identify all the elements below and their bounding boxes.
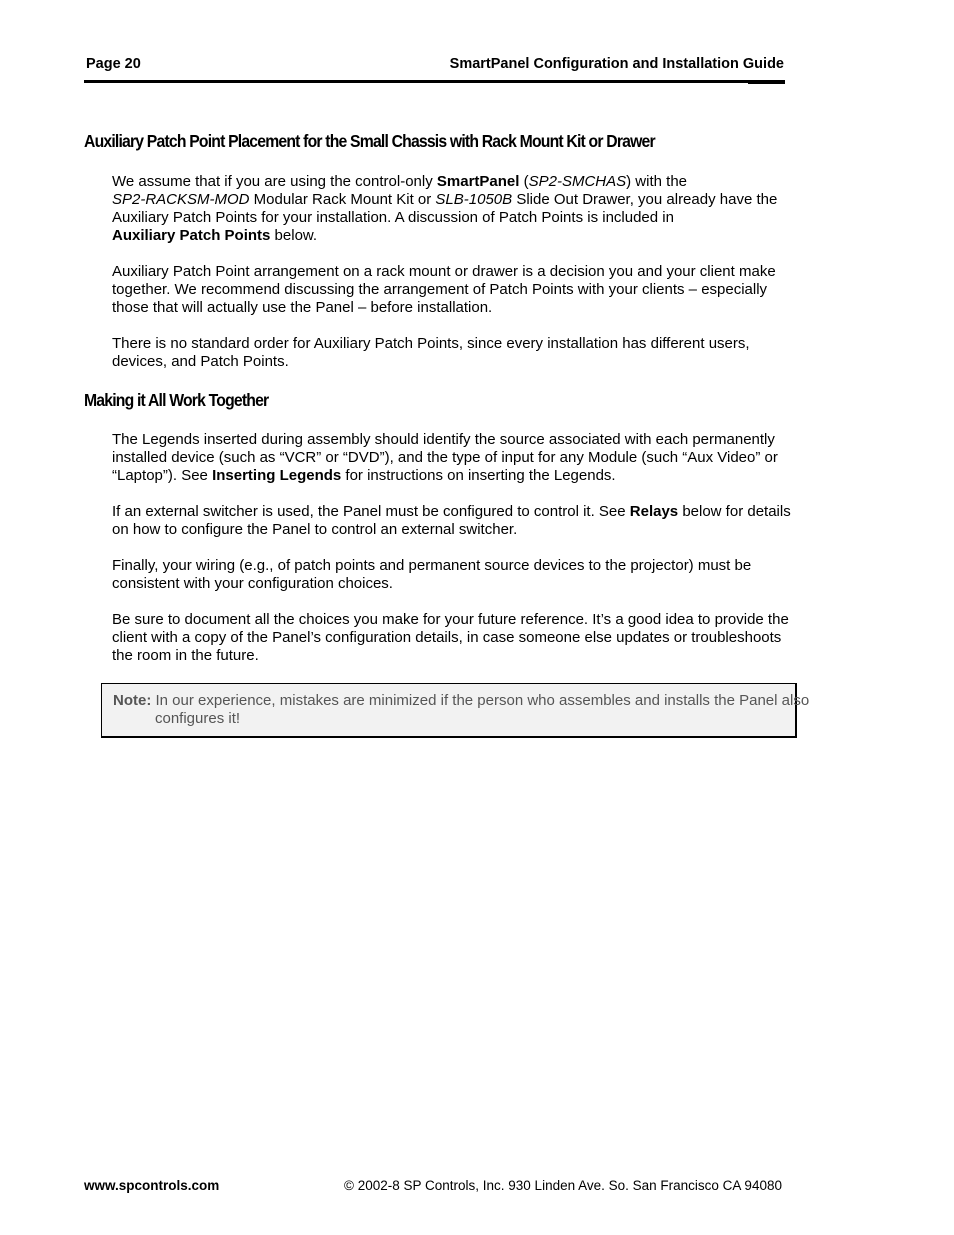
page-number: Page 20 xyxy=(86,56,141,72)
paragraph-standard-order: There is no standard order for Auxiliary Patch Points, since every installation has different users, devices, and Patch Points. xyxy=(112,335,750,370)
header-rule xyxy=(84,80,785,83)
paragraph-arrangement: Auxiliary Patch Point arrangement on a rack mount or drawer is a decision you and your client make together. We recommend discussing the arrangement of Patch Points with your clients – especially those that will actually use the Panel – before installation. xyxy=(112,263,776,316)
header-rule-tail xyxy=(748,83,785,84)
note-label: Note: xyxy=(113,692,152,709)
guide-title: SmartPanel Configuration and Installation Guide xyxy=(449,56,784,72)
paragraph-assumption: We assume that if you are using the control-only SmartPanel (SP2-SMCHAS) with the SP2-RACKSM-MOD Modular Rack Mount Kit or SLB-1050B Slide Out Drawer, you already have the Auxiliary Patch Points for your installation. A discussion of Patch Points is included in Auxiliary Patch Points below. xyxy=(112,173,778,244)
section-heading-patch-point-placement: Auxiliary Patch Point Placement for the Small Chassis with Rack Mount Kit or Drawer xyxy=(84,131,655,151)
paragraph-legends: The Legends inserted during assembly should identify the source associated with each permanently installed device (such as “VCR” or “DVD”), and the type of input for any Module (such “Aux Video” or “Laptop”). See Inserting Legends for instructions on inserting the Legends. xyxy=(112,431,778,484)
page-header xyxy=(84,56,784,76)
section-heading-making-it-work: Making it All Work Together xyxy=(84,390,269,410)
paragraph-external-switcher: If an external switcher is used, the Panel must be configured to control it. See Relays below for details on how to configure the Panel to control an external switcher. xyxy=(112,503,791,538)
footer-copyright: © 2002-8 SP Controls, Inc. 930 Linden Ave. So. San Francisco CA 94080 xyxy=(344,1178,782,1193)
note-text: Note: In our experience, mistakes are minimized if the person who assembles and installs the Panel also configures it! xyxy=(113,692,810,727)
footer-website: www.spcontrols.com xyxy=(84,1178,220,1193)
note-box xyxy=(101,683,810,738)
paragraph-wiring: Finally, your wiring (e.g., of patch points and permanent source devices to the projector) must be consistent with your configuration choices. xyxy=(112,557,752,592)
paragraph-document-choices: Be sure to document all the choices you make for your future reference. It’s a good idea to provide the client with a copy of the Panel’s configuration details, in case someone else updates or troubleshoots the room in the future. xyxy=(112,611,789,664)
